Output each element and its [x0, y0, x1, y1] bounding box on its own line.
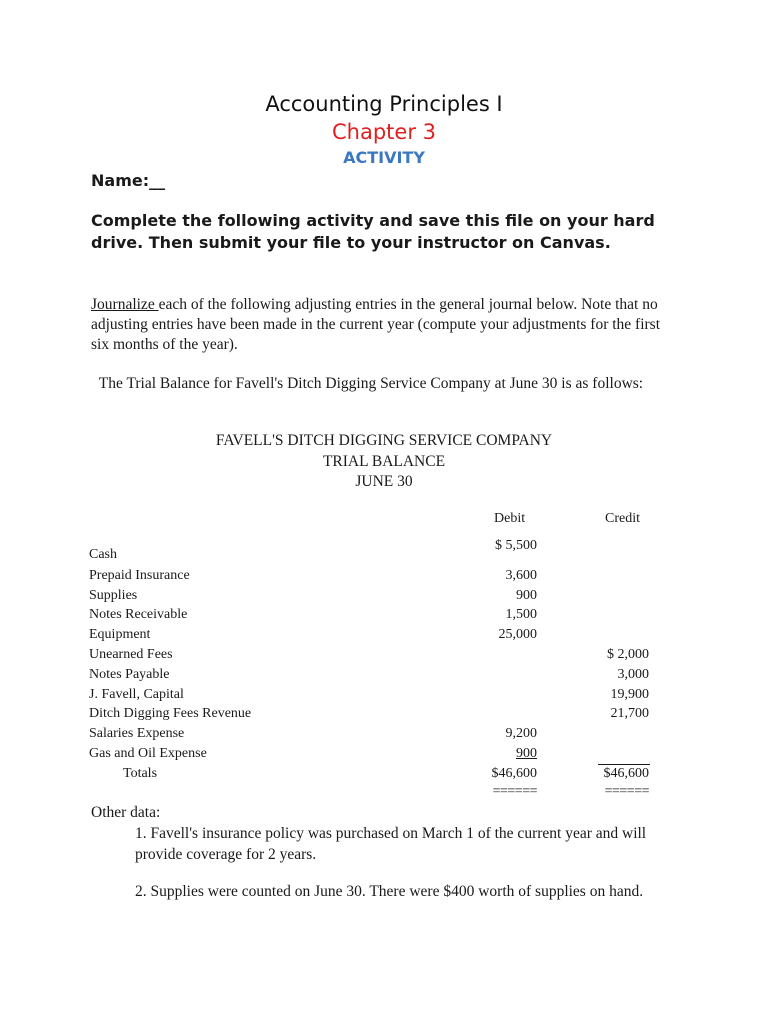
document-title: Accounting Principles I — [265, 92, 503, 116]
debit-column-header: Debit — [494, 511, 526, 526]
credit-amount: $ 2,000 — [607, 647, 649, 662]
company-name: FAVELL'S DITCH DIGGING SERVICE COMPANY — [215, 432, 553, 449]
other-data-item: 1. Favell's insurance policy was purchased on March 1 of the current year and will provide coverage for 2 years. — [135, 825, 647, 863]
account-name: Supplies — [89, 588, 138, 603]
debit-amount: 3,600 — [505, 568, 537, 583]
journalize-term: Journalize — [91, 296, 159, 313]
chapter-heading: Chapter 3 — [332, 120, 436, 144]
debit-amount: 9,200 — [505, 726, 537, 741]
journalize-text: each of the following adjusting entries in the general journal below. Note that no adjusting entries have been made in the current year (compute your adjustments for the first six months of the year). — [91, 296, 661, 353]
activity-heading: ACTIVITY — [343, 148, 425, 167]
debit-amount: 1,500 — [505, 607, 537, 622]
account-name: Unearned Fees — [89, 647, 173, 662]
credit-subtotal-rule — [598, 764, 650, 765]
credit-amount: 21,700 — [610, 706, 649, 721]
trial-balance-intro: The Trial Balance for Favell's Ditch Digging Service Company at June 30 is as follows: — [91, 375, 644, 392]
account-name: Equipment — [89, 627, 151, 642]
debit-amount: 900 — [516, 746, 537, 761]
debit-amount: $ 5,500 — [495, 538, 537, 553]
account-name: Notes Payable — [89, 667, 170, 682]
other-data-item: 2. Supplies were counted on June 30. There were $400 worth of supplies on hand. — [135, 883, 644, 900]
account-name: Salaries Expense — [89, 726, 185, 741]
name-field-label: Name:__ — [91, 171, 166, 190]
debit-amount: 900 — [516, 588, 537, 603]
debit-amount: 25,000 — [498, 627, 537, 642]
account-name: Gas and Oil Expense — [89, 746, 207, 761]
total-credit: $46,600 — [603, 766, 649, 781]
totals-label: Totals — [123, 766, 158, 781]
credit-amount: 3,000 — [617, 667, 649, 682]
statement-date: JUNE 30 — [355, 473, 413, 490]
submission-instructions: Complete the following activity and save this file on your hard drive. Then submit your file to your instructor on Canvas. — [91, 211, 655, 252]
statement-name: TRIAL BALANCE — [322, 452, 446, 470]
account-name: Notes Receivable — [89, 607, 188, 622]
double-rule-debit: ====== — [492, 784, 537, 799]
credit-column-header: Credit — [605, 511, 640, 526]
journalize-instructions — [91, 295, 681, 355]
account-name: Cash — [89, 547, 117, 562]
other-data-label: Other data: — [91, 804, 161, 821]
credit-amount: 19,900 — [610, 687, 649, 702]
double-rule-credit: ====== — [604, 784, 649, 799]
account-name: Ditch Digging Fees Revenue — [89, 706, 252, 721]
account-name: J. Favell, Capital — [89, 687, 184, 702]
account-name: Prepaid Insurance — [89, 568, 190, 583]
total-debit: $46,600 — [491, 766, 537, 781]
